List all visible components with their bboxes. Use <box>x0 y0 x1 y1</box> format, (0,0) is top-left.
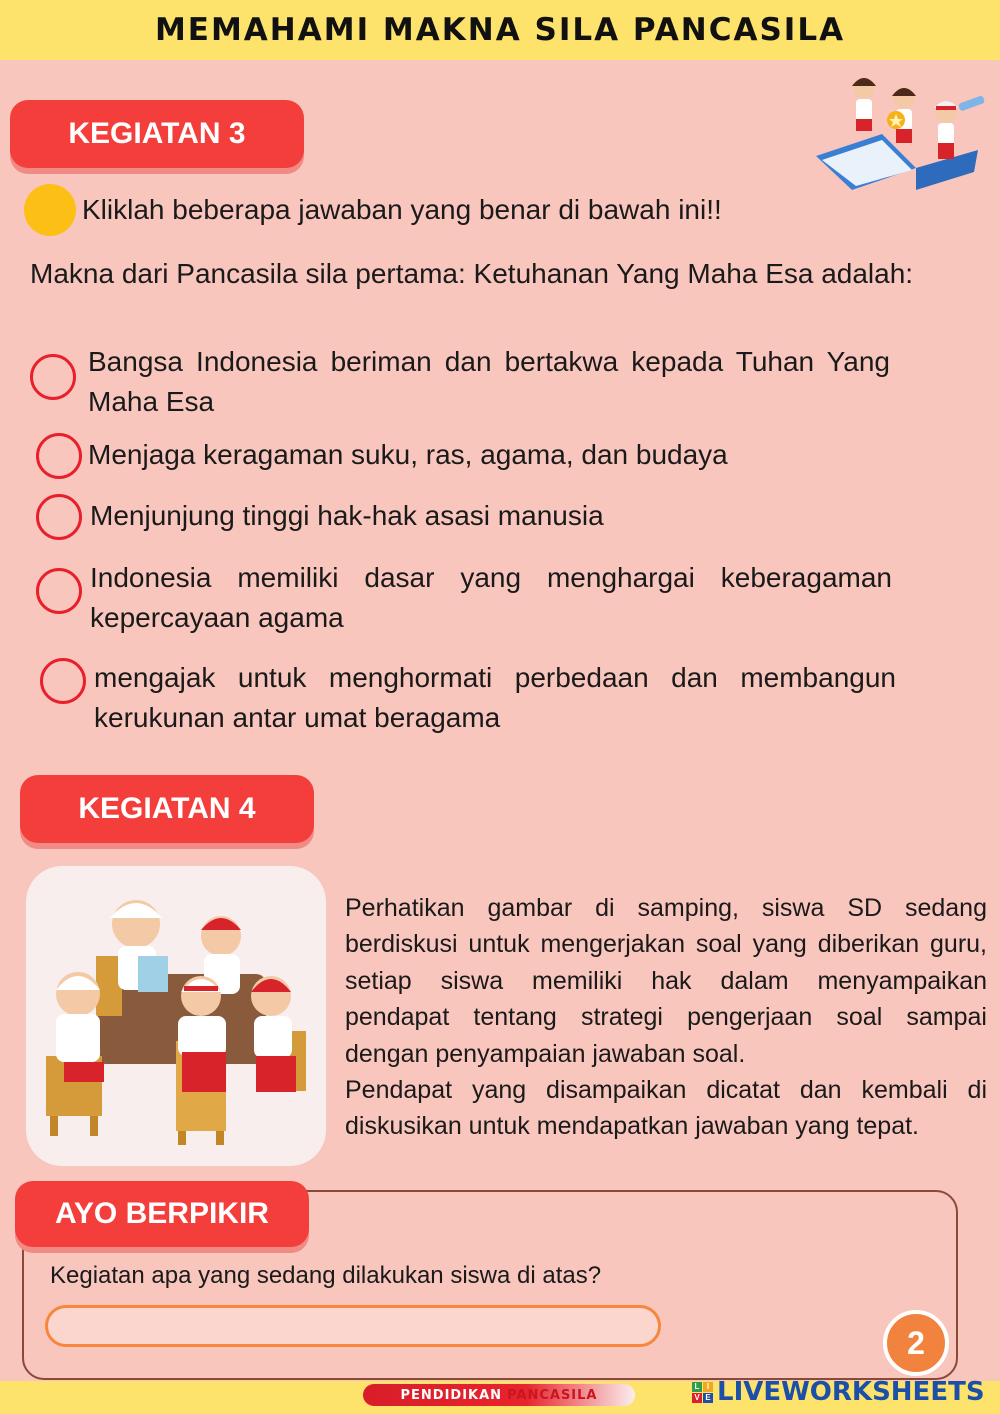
subject-part-2: PANCASILA <box>507 1387 598 1403</box>
radio-circle-icon[interactable] <box>36 433 82 479</box>
radio-circle-icon[interactable] <box>36 494 82 540</box>
kegiatan-4-label: KEGIATAN 4 <box>20 775 314 843</box>
brand-wordmark: LIVEWORKSHEETS <box>717 1377 985 1407</box>
answer-option-1[interactable] <box>30 346 890 422</box>
liveworksheets-logo <box>692 1377 985 1407</box>
kids-on-book-illustration <box>812 64 988 194</box>
header-bar <box>0 0 1000 60</box>
page-number-badge: 2 <box>883 1310 949 1376</box>
answer-option-2[interactable] <box>36 431 896 479</box>
instruction-text: Kliklah beberapa jawaban yang benar di bawah ini!! <box>82 194 722 225</box>
description-paragraph-1: Perhatikan gambar di samping, siswa SD sedang berdiskusi untuk mengerjakan soal yang diberikan guru, setiap siswa memiliki hak dalam menyampaikan pendapat tentang strategi pengerjaan soal sampai dengan penyampaian jawaban soal. <box>345 894 987 1068</box>
answer-option-3[interactable] <box>36 492 896 540</box>
kegiatan-4-description <box>345 890 987 1145</box>
answer-option-label: mengajak untuk menghormati perbedaan dan membangun kerukunan antar umat beragama <box>94 662 896 733</box>
ayo-berpikir-label: AYO BERPIKIR <box>15 1181 309 1247</box>
answer-option-label: Menjaga keragaman suku, ras, agama, dan budaya <box>88 439 728 470</box>
answer-option-5[interactable] <box>40 656 896 738</box>
kegiatan-3-label: KEGIATAN 3 <box>10 100 304 168</box>
live-grid-icon: L I V E <box>692 1382 713 1403</box>
description-paragraph-2: Pendapat yang disampaikan dicatat dan kembali di diskusikan untuk mendapatkan jawaban yang tepat. <box>345 1076 987 1141</box>
ayo-berpikir-question: Kegiatan apa yang sedang dilakukan siswa di atas? <box>50 1262 602 1289</box>
students-discussion-image <box>26 866 326 1166</box>
answer-option-label: Indonesia memiliki dasar yang menghargai keberagaman kepercayaan agama <box>90 562 892 633</box>
radio-circle-icon[interactable] <box>30 354 76 400</box>
yellow-dot-icon <box>24 184 76 236</box>
subject-part-1: PENDIDIKAN <box>400 1387 503 1403</box>
answer-option-4[interactable] <box>36 562 892 638</box>
subject-badge <box>363 1384 635 1406</box>
radio-circle-icon[interactable] <box>36 568 82 614</box>
instruction-row <box>24 184 722 236</box>
answer-input-field[interactable] <box>45 1305 661 1347</box>
page-title: MEMAHAMI MAKNA SILA PANCASILA <box>154 12 846 48</box>
answer-option-label: Bangsa Indonesia beriman dan bertakwa kepada Tuhan Yang Maha Esa <box>88 346 890 417</box>
radio-circle-icon[interactable] <box>40 658 86 704</box>
question-text: Makna dari Pancasila sila pertama: Ketuhanan Yang Maha Esa adalah: <box>30 258 914 289</box>
answer-option-label: Menjunjung tinggi hak-hak asasi manusia <box>90 500 604 531</box>
